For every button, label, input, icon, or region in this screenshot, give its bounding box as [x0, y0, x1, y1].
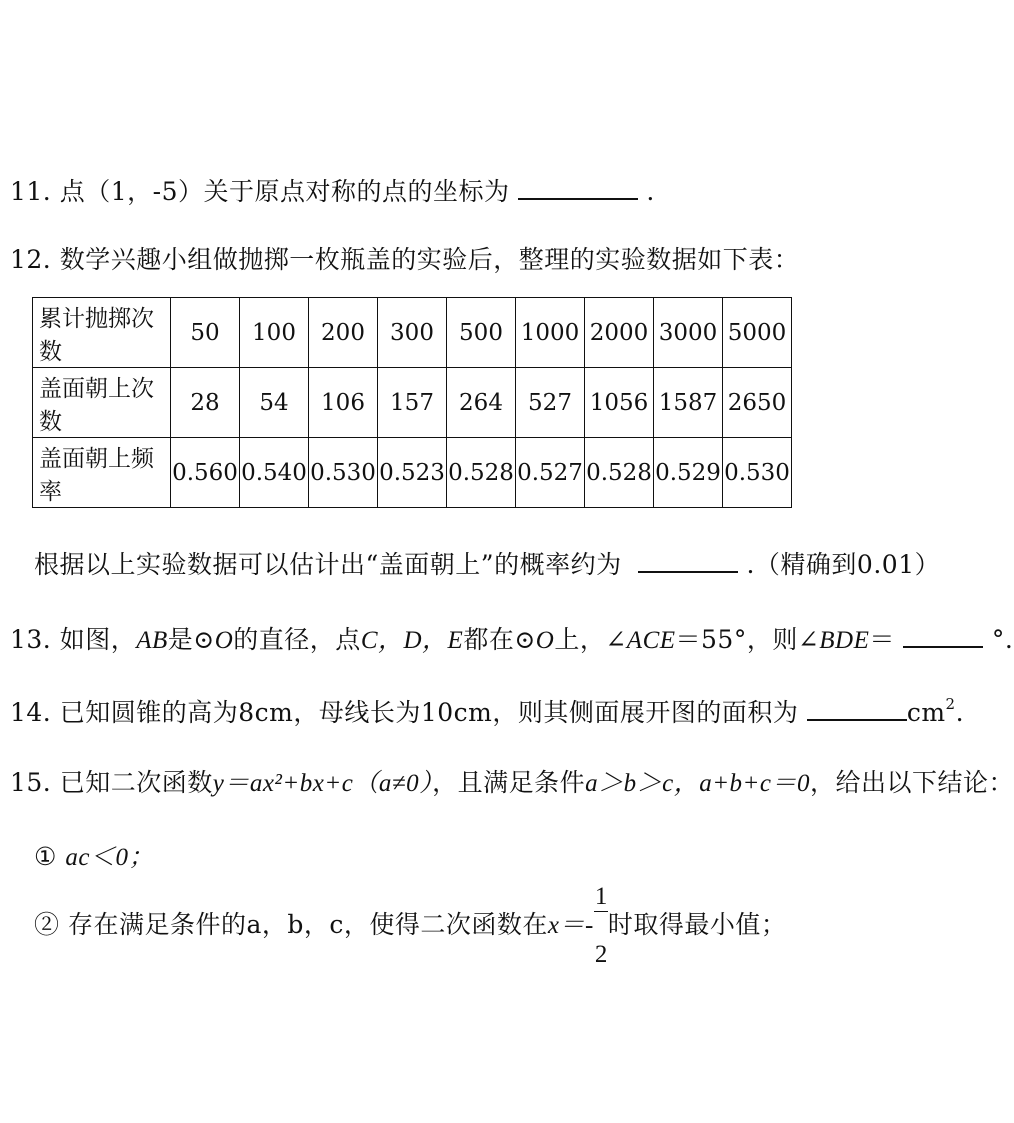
point-labels: C，D，E — [360, 627, 464, 654]
table-cell: 0.527 — [516, 438, 585, 508]
table-cell: 0.528 — [585, 438, 654, 508]
table-cell: 0.529 — [654, 438, 723, 508]
angle-label: ACE — [626, 627, 676, 654]
question-13 — [10, 620, 1013, 656]
question-text: 上，∠ — [554, 625, 627, 654]
table-row — [33, 368, 792, 438]
question-end: . — [955, 698, 965, 727]
table-cell: 2650 — [723, 368, 792, 438]
conclusion-end: 时取得最小值； — [607, 910, 787, 939]
segment-label: AB — [136, 627, 168, 654]
question-number: 12. — [10, 245, 52, 274]
question-text: 根据以上实验数据可以估计出“盖面朝上”的概率约为 — [34, 550, 622, 579]
unit-label: cm — [906, 698, 946, 727]
question-12-followup — [34, 545, 940, 581]
question-text: 数学兴趣小组做抛掷一枚瓶盖的实验后，整理的实验数据如下表： — [59, 245, 800, 274]
answer-blank[interactable] — [638, 549, 738, 573]
conclusion-marker: ② — [34, 910, 60, 939]
question-text: ，且满足条件 — [432, 768, 586, 797]
question-12 — [10, 240, 799, 276]
question-11 — [10, 172, 655, 208]
table-cell: 1587 — [654, 368, 723, 438]
fraction-numerator: 1 — [594, 883, 608, 910]
conclusion-text: ac＜0； — [65, 844, 154, 871]
question-text: 点（1，-5）关于原点对称的点的坐标为 — [59, 177, 510, 206]
table-cell: 106 — [309, 368, 378, 438]
fraction-denominator: 2 — [594, 941, 608, 968]
question-end: .（精确到0.01） — [746, 550, 941, 579]
question-text: 已知圆锥的高为8cm，母线长为10cm，则其侧面展开图的面积为 — [59, 698, 799, 727]
table-cell: 527 — [516, 368, 585, 438]
row-header: 盖面朝上次数 — [33, 368, 171, 438]
condition-expression: a＞b＞c，a+b+c＝0 — [585, 770, 811, 797]
function-expression: y＝ax²+bx+c（a≠0） — [212, 770, 433, 797]
experiment-table — [32, 297, 792, 508]
question-text: 已知二次函数 — [59, 768, 213, 797]
question-text: 是⊙ — [167, 625, 215, 654]
table-cell: 0.560 — [171, 438, 240, 508]
fraction — [594, 883, 608, 968]
table-cell: 264 — [447, 368, 516, 438]
table-cell: 0.530 — [309, 438, 378, 508]
table-cell: 157 — [378, 368, 447, 438]
answer-blank[interactable] — [807, 697, 907, 721]
fraction-bar — [594, 911, 608, 912]
question-text: 的直径，点 — [233, 625, 361, 654]
table-cell: 500 — [447, 298, 516, 368]
answer-blank[interactable] — [518, 176, 638, 200]
row-header: 盖面朝上频率 — [33, 438, 171, 508]
conclusion-1 — [34, 837, 154, 873]
table-cell: 28 — [171, 368, 240, 438]
question-15 — [10, 763, 1014, 799]
circle-label: O — [214, 627, 234, 654]
conclusion-2 — [34, 883, 787, 968]
row-header: 累计抛掷次数 — [33, 298, 171, 368]
table-cell: 1056 — [585, 368, 654, 438]
table-cell: 54 — [240, 368, 309, 438]
table-cell: 0.530 — [723, 438, 792, 508]
angle-label: BDE — [819, 627, 870, 654]
question-end: . — [646, 177, 655, 206]
x-expression: x＝- — [547, 912, 594, 939]
table-cell: 300 — [378, 298, 447, 368]
question-number: 14. — [10, 698, 52, 727]
question-number: 13. — [10, 625, 52, 654]
question-number: 11. — [10, 177, 52, 206]
table-cell: 2000 — [585, 298, 654, 368]
table-cell: 5000 — [723, 298, 792, 368]
question-end: °. — [991, 625, 1014, 654]
table-cell: 0.523 — [378, 438, 447, 508]
table-row — [33, 298, 792, 368]
question-text: ＝55°，则∠ — [675, 625, 820, 654]
question-text: 如图， — [59, 625, 137, 654]
circle-label: O — [535, 627, 555, 654]
conclusion-text: 存在满足条件的a，b，c，使得二次函数在 — [67, 910, 548, 939]
answer-blank[interactable] — [903, 624, 983, 648]
question-text: ，给出以下结论： — [810, 768, 1014, 797]
table-cell: 50 — [171, 298, 240, 368]
question-number: 15. — [10, 768, 52, 797]
question-text: 都在⊙ — [463, 625, 536, 654]
table-cell: 100 — [240, 298, 309, 368]
table-cell: 0.540 — [240, 438, 309, 508]
table-cell: 0.528 — [447, 438, 516, 508]
table-cell: 1000 — [516, 298, 585, 368]
unit-exponent: 2 — [945, 695, 956, 713]
table-row — [33, 438, 792, 508]
table-cell: 200 — [309, 298, 378, 368]
table-cell: 3000 — [654, 298, 723, 368]
conclusion-marker: ① — [34, 842, 57, 871]
question-text: ＝ — [869, 625, 895, 654]
question-14 — [10, 693, 964, 729]
